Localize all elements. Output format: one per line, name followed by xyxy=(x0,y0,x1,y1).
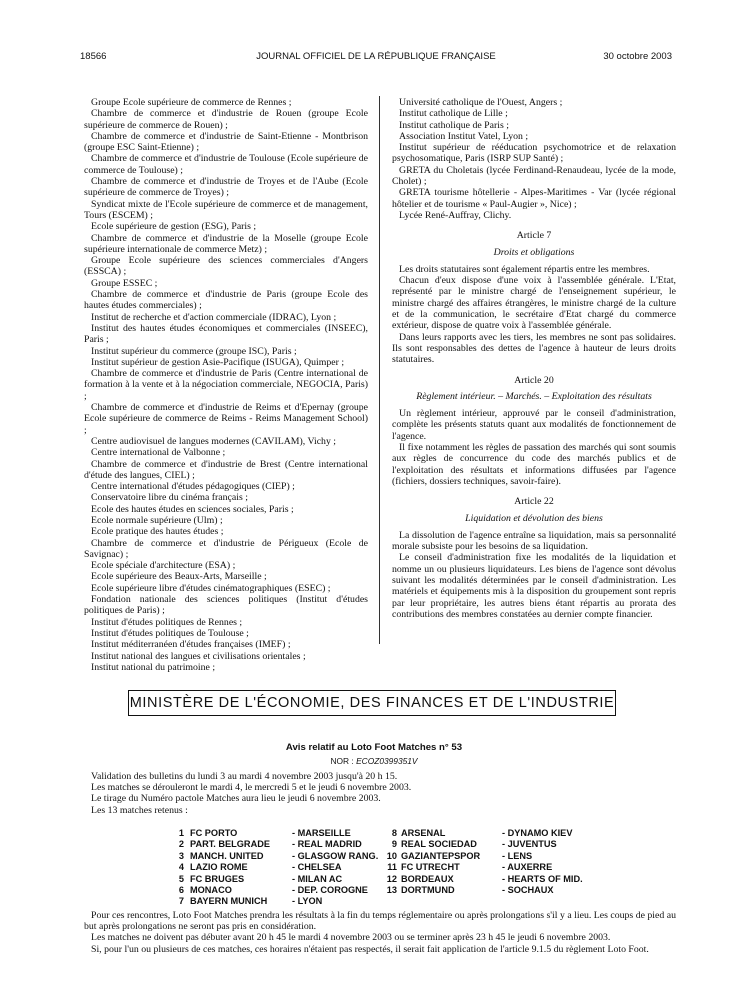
intro-line: Les 13 matches retenus : xyxy=(91,804,188,816)
list-entry: Chambre de commerce et d'industrie de Paris (Centre international de formation à la vente et à la négociation commerciale, NEGOCIA, Paris) ; xyxy=(84,368,368,402)
home-team: FC BRUGES xyxy=(190,873,245,884)
list-entry: Ecole normale supérieure (Ulm) ; xyxy=(91,514,223,526)
home-team: ARSENAL xyxy=(401,828,446,838)
list-entry: Ecole spéciale d'architecture (ESA) ; xyxy=(91,560,236,572)
list-entry: Centre international d'études pédagogiques (CIEP) ; xyxy=(91,481,295,493)
list-entry: Chambre de commerce et d'industrie de la Moselle (groupe Ecole supérieure internationale de commerce Metz) ; xyxy=(84,232,368,255)
home-team: DORTMUND xyxy=(401,884,455,895)
right-column xyxy=(392,97,676,620)
list-entry: Université catholique de l'Ouest, Angers ; xyxy=(399,97,563,108)
article-paragraph: Chacun d'eux dispose d'une voix à l'assemblée générale. L'Etat, représenté par le ministre chargé de l'enseignement supérieur, le ministre chargé des affaires étrangères, le ministre chargé de la culture et de la communication, le secrétaire d'Etat chargé du commerce extérieur, dispose de quatre voix à l'assemblée générale. xyxy=(392,275,676,332)
avis-title: Avis relatif au Loto Foot Matches n° 53 xyxy=(285,742,463,753)
list-entry: Chambre de commerce et d'industrie de Saint-Etienne - Montbrison (groupe ESC Saint-Etienne) ; xyxy=(84,130,368,154)
list-entry: Chambre de commerce et d'industrie de Rouen (groupe Ecole supérieure de commerce de Rouen) ; xyxy=(84,108,368,131)
list-entry: Centre international de Valbonne ; xyxy=(91,447,226,459)
list-entry: Association Institut Vatel, Lyon ; xyxy=(399,130,529,142)
list-entry: Syndicat mixte de l'Ecole supérieure de commerce et de management, Tours (ESCEM) ; xyxy=(84,198,368,221)
list-entry: Chambre de commerce et d'industrie de Périgueux (Ecole de Savignac) ; xyxy=(84,537,368,560)
match-number: 5 xyxy=(178,873,184,884)
away-team: - LYON xyxy=(292,896,323,907)
list-entry: Conservatoire libre du cinéma français ; xyxy=(91,492,248,504)
nor-reference xyxy=(0,756,748,766)
match-row xyxy=(0,839,748,850)
match-row xyxy=(0,851,748,862)
match-number: 8 xyxy=(391,828,397,838)
list-entry: Institut national des langues et civilisations orientales ; xyxy=(91,650,306,662)
footer-paragraph: Si, pour l'un ou plusieurs de ces matches, ces horaires n'étaient pas respectés, il serait fait application de l'article 9.1.5 du règlement Loto Foot. xyxy=(91,943,649,955)
article-7-heading: Article 7 xyxy=(516,230,552,242)
nor-value: ECOZ0399351V xyxy=(356,756,418,766)
home-team: PART. BELGRADE xyxy=(190,839,270,850)
ministry-banner: MINISTÈRE DE L'ÉCONOMIE, DES FINANCES ET DE L'INDUSTRIE xyxy=(128,690,616,716)
footer-paragraph: Les matches ne doivent pas débuter avant 20 h 45 le mardi 4 novembre 2003 ou se terminer après 23 h 45 le jeudi 6 novembre 2003. xyxy=(91,932,611,944)
list-entry: Institut de recherche et d'action commerciale (IDRAC), Lyon ; xyxy=(91,311,337,323)
column-divider xyxy=(379,96,380,644)
avis-footer xyxy=(84,910,676,955)
away-team: - CHELSEA xyxy=(292,862,342,873)
home-team: GAZIANTEPSPOR xyxy=(401,850,481,861)
article-paragraph: La dissolution de l'agence entraîne sa liquidation, mais sa personnalité morale subsiste pour les besoins de sa liquidation. xyxy=(392,529,676,553)
home-team: FC UTRECHT xyxy=(401,862,460,873)
list-entry: Institut des hautes études économiques et commerciales (INSEEC), Paris ; xyxy=(84,322,368,346)
article-22-body xyxy=(392,530,676,620)
intro-line: Les matches se dérouleront le mardi 4, le mercredi 5 et le jeudi 6 novembre 2003. xyxy=(91,782,412,794)
match-row xyxy=(0,874,748,885)
list-entry: Ecole des hautes études en sciences sociales, Paris ; xyxy=(91,503,294,515)
list-entry: Institut national du patrimoine ; xyxy=(91,661,216,673)
list-entry: Institut supérieur de rééducation psychomotrice et de relaxation psychosomatique, Paris (ISRP SUP Santé) ; xyxy=(392,142,676,165)
list-entry: Institut catholique de Lille ; xyxy=(399,108,508,120)
article-22-subheading: Liquidation et dévolution des biens xyxy=(465,512,603,524)
away-team: - DYNAMO KIEV xyxy=(502,828,573,838)
match-row xyxy=(0,885,748,896)
list-entry: Groupe ESSEC ; xyxy=(91,277,158,289)
page-number: 18566 xyxy=(80,51,107,62)
away-team: - REAL MADRID xyxy=(292,839,362,850)
match-number: 1 xyxy=(178,828,184,838)
list-entry: Chambre de commerce et d'industrie de Troyes et de l'Aube (Ecole supérieure de commerce de Troyes) ; xyxy=(84,176,368,199)
away-team: - SOCHAUX xyxy=(502,884,554,895)
match-number: 10 xyxy=(386,850,397,861)
match-row xyxy=(0,862,748,873)
away-team: - AUXERRE xyxy=(502,862,553,873)
page-header xyxy=(80,51,672,65)
home-team: MONACO xyxy=(190,884,232,895)
list-entry: Groupe Ecole supérieure des sciences commerciales d'Angers (ESSCA) ; xyxy=(84,255,368,278)
match-number: 7 xyxy=(178,896,184,907)
article-22-heading: Article 22 xyxy=(514,496,554,508)
list-entry: Institut méditerranéen d'études françaises (IMEF) ; xyxy=(91,639,291,651)
match-number: 6 xyxy=(178,884,184,895)
list-entry: Chambre de commerce et d'industrie de Toulouse (Ecole supérieure de commerce de Toulouse) ; xyxy=(84,153,368,176)
list-entry: Ecole supérieure des Beaux-Arts, Marseille ; xyxy=(91,571,267,583)
list-entry: Chambre de commerce et d'industrie de Paris (groupe Ecole des hautes études commerciales) ; xyxy=(84,289,368,312)
list-entry: Chambre de commerce et d'industrie de Reims et d'Epernay (groupe Ecole supérieure de commerce de Reims - Reims Management School) ; xyxy=(84,402,368,436)
away-team: - MILAN AC xyxy=(292,873,343,884)
list-entry: Institut d'études politiques de Toulouse ; xyxy=(91,627,249,639)
article-paragraph: Un règlement intérieur, approuvé par le conseil d'administration, complète les présents statuts quant aux modalités de fonctionnement de l'agence. xyxy=(392,408,676,442)
away-team: - MARSEILLE xyxy=(292,828,351,838)
article-20-heading: Article 20 xyxy=(514,374,554,386)
institution-list xyxy=(392,97,676,221)
home-team: LAZIO ROME xyxy=(190,862,248,873)
home-team: MANCH. UNITED xyxy=(190,850,264,861)
away-team: - JUVENTUS xyxy=(502,839,557,850)
away-team: - LENS xyxy=(502,850,533,861)
list-entry: Groupe Ecole supérieure de commerce de Rennes ; xyxy=(91,97,292,108)
list-entry: Fondation nationale des sciences politiques (Institut d'études politiques de Paris) ; xyxy=(84,594,368,617)
list-entry: Lycée René-Auffray, Clichy. xyxy=(399,209,512,221)
nor-label: NOR : xyxy=(330,756,354,766)
match-number: 12 xyxy=(386,873,397,884)
list-entry: Ecole supérieure de gestion (ESG), Paris ; xyxy=(91,221,257,233)
match-number: 3 xyxy=(178,850,184,861)
list-entry: Institut supérieur de gestion Asie-Pacifique (ISUGA), Quimper ; xyxy=(91,356,345,368)
match-number: 13 xyxy=(386,884,397,895)
list-entry: Ecole supérieure libre d'études cinématographiques (ESEC) ; xyxy=(91,582,331,594)
intro-line: Le tirage du Numéro pactole Matches aura lieu le jeudi 6 novembre 2003. xyxy=(91,793,381,805)
home-team: FC PORTO xyxy=(190,828,238,838)
away-team: - GLASGOW RANG. xyxy=(292,850,379,861)
article-20-subheading: Règlement intérieur. – Marchés. – Exploitation des résultats xyxy=(416,390,652,402)
match-number: 2 xyxy=(178,839,184,850)
article-paragraph: Il fixe notamment les règles de passation des marchés qui sont soumis aux règles de concurrence du code des marchés publics et de l'exploitation des résultats et informations diffusées par l'agence (fichiers, dossiers techniques, savoir-faire). xyxy=(392,442,676,487)
home-team: REAL SOCIEDAD xyxy=(401,839,477,850)
footer-paragraph: Pour ces rencontres, Loto Foot Matches prendra les résultats à la fin du temps réglementaire ou après prolongations s'il y a lieu. Les coups de pied au but après prolongations ne seront pas pris en considération. xyxy=(84,910,676,933)
match-number: 4 xyxy=(178,862,184,873)
journal-title: JOURNAL OFFICIEL DE LA RÉPUBLIQUE FRANÇAISE xyxy=(256,51,496,62)
article-20-body xyxy=(392,408,676,487)
list-entry: Centre audiovisuel de langues modernes (CAVILAM), Vichy ; xyxy=(91,435,337,447)
match-number: 9 xyxy=(391,839,397,850)
match-row xyxy=(0,896,748,907)
match-row xyxy=(0,828,748,839)
left-column xyxy=(84,97,368,673)
article-7-body xyxy=(392,264,676,366)
away-team: - HEARTS OF MID. xyxy=(502,873,583,884)
home-team: BORDEAUX xyxy=(401,873,454,884)
home-team: BAYERN MUNICH xyxy=(190,896,268,907)
list-entry: GRETA tourisme hôtellerie - Alpes-Maritimes - Var (lycée régional hôtelier et de tourisme « Paul-Augier », Nice) ; xyxy=(392,187,676,210)
article-paragraph: Dans leurs rapports avec les tiers, les membres ne sont pas solidaires. Ils sont responsables des dettes de l'agence à hauteur de leurs droits statutaires. xyxy=(392,331,676,366)
publication-date: 30 octobre 2003 xyxy=(603,51,672,62)
list-entry: Institut catholique de Paris ; xyxy=(399,119,509,131)
match-number: 11 xyxy=(387,862,397,873)
article-7-subheading: Droits et obligations xyxy=(493,246,575,258)
list-entry: Institut supérieur du commerce (groupe ISC), Paris ; xyxy=(91,345,297,357)
avis-intro xyxy=(84,771,674,816)
list-entry: Chambre de commerce et d'industrie de Brest (Centre international d'étude des langues, CIEL) ; xyxy=(84,458,368,481)
away-team: - DEP. COROGNE xyxy=(292,884,368,895)
list-entry: Institut d'études politiques de Rennes ; xyxy=(91,616,243,628)
intro-line: Validation des bulletins du lundi 3 au mardi 4 novembre 2003 jusqu'à 20 h 15. xyxy=(91,771,398,782)
list-entry: Ecole pratique des hautes études ; xyxy=(91,526,224,538)
article-paragraph: Les droits statutaires sont également répartis entre les membres. xyxy=(399,263,650,275)
article-paragraph: Le conseil d'administration fixe les modalités de la liquidation et nomme un ou plusieurs liquidateurs. Les biens de l'agence sont dévolus suivant les modalités déterminées par le conseil d'administration. Les matériels et équipements mis à la disposition du groupement sont repris par leur propriétaire, les autres biens étant répartis au prorata des contributions des membres constatées au dernier compte financier. xyxy=(392,552,676,620)
matches-table xyxy=(0,828,748,908)
list-entry: GRETA du Choletais (lycée Ferdinand-Renaudeau, lycée de la mode, Cholet) ; xyxy=(392,164,676,188)
